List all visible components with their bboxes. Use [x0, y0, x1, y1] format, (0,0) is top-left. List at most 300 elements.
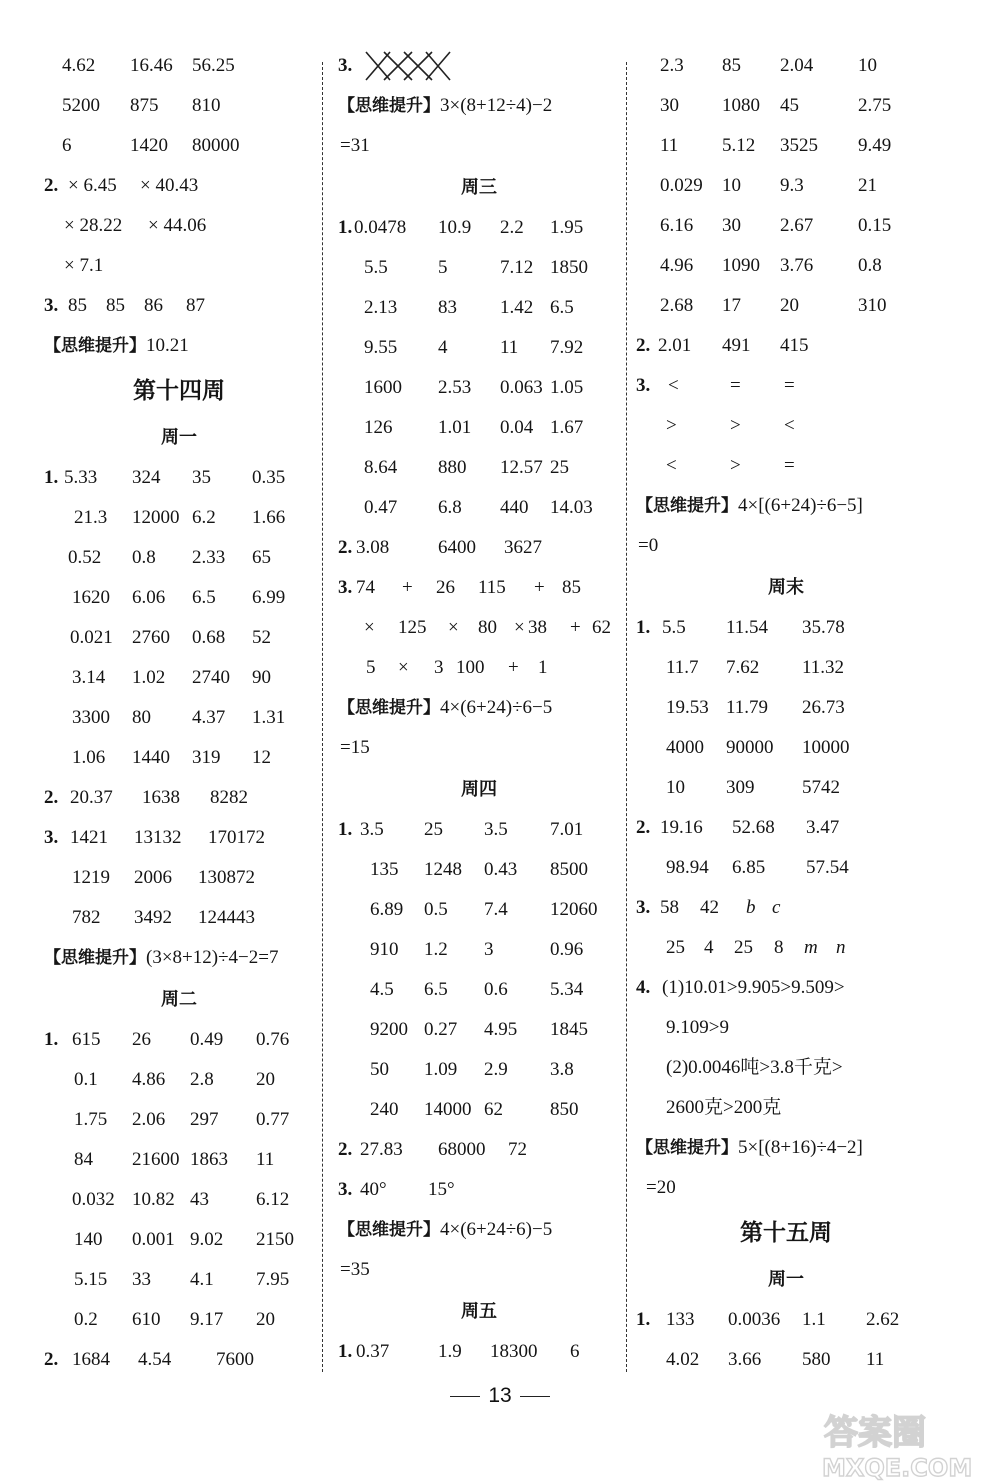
answer-line [338, 488, 620, 528]
page-footer [0, 1384, 1000, 1408]
answer-value: 8282 [210, 787, 248, 808]
answer-value: 1.31 [252, 707, 286, 728]
answer-line [338, 970, 620, 1010]
answer-value: 45 [780, 95, 799, 116]
answer-value: 910 [370, 939, 399, 960]
thinking-boost-label: 【思维提升】 [636, 496, 738, 516]
answer-value: 6 [62, 135, 72, 156]
answer-value: 85 [106, 295, 125, 316]
answer-value: 9200 [370, 1019, 408, 1040]
answer-value: 3 [484, 939, 494, 960]
answer-line [636, 206, 936, 246]
answer-value: 10 [858, 55, 877, 76]
answer-value: =0 [638, 535, 659, 556]
answer-value: 6.85 [732, 857, 766, 878]
answer-value: 2.06 [132, 1109, 166, 1130]
answer-value: 9.02 [190, 1229, 224, 1250]
answer-line [636, 768, 936, 808]
answer-value: 135 [370, 859, 399, 880]
answer-value: 19.53 [666, 697, 709, 718]
answer-line [636, 246, 936, 286]
answer-value: (2)0.0046吨>3.8千克> [666, 1057, 843, 1078]
answer-column-left [44, 46, 314, 1380]
answer-value: 15° [428, 1179, 455, 1200]
answer-value: 309 [726, 777, 755, 798]
question-number: 2. [636, 335, 651, 356]
thinking-boost-answer: 5×[(8+16)÷4−2] [738, 1137, 863, 1158]
answer-value: 2.04 [780, 55, 814, 76]
question-number: 1. [44, 1029, 59, 1050]
answer-value: 7.12 [500, 257, 534, 278]
answer-value: < [668, 375, 679, 396]
answer-line [338, 728, 620, 768]
answer-line [338, 368, 620, 408]
answer-value: 5742 [802, 777, 840, 798]
answer-value: 324 [132, 467, 161, 488]
answer-value: 3.14 [72, 667, 106, 688]
answer-value: 2740 [192, 667, 230, 688]
answer-value: 62 [592, 617, 611, 638]
answer-value: 25 [424, 819, 443, 840]
answer-line [338, 288, 620, 328]
answer-line [338, 408, 620, 448]
answer-line [338, 248, 620, 288]
answer-value: 3 [434, 657, 444, 678]
question-number: 2. [44, 175, 59, 196]
answer-value: 1.06 [72, 747, 106, 768]
answer-value: 10.82 [132, 1189, 175, 1210]
answer-value: 30 [660, 95, 679, 116]
answer-line [44, 1340, 314, 1380]
answer-value: 4.86 [132, 1069, 166, 1090]
answer-value: =35 [340, 1259, 370, 1280]
answer-value: 13132 [134, 827, 182, 848]
thinking-boost-label: 【思维提升】 [44, 948, 146, 968]
question-number: 1. [44, 467, 59, 488]
question-number: 2. [636, 817, 651, 838]
answer-value: 11.54 [726, 617, 769, 638]
answer-value: 20 [256, 1069, 275, 1090]
answer-line [338, 1332, 620, 1372]
answer-value: + [402, 577, 413, 598]
watermark-bottom-text: MXQE.COM [822, 1454, 973, 1482]
answer-line [636, 1300, 936, 1340]
answer-value: 880 [438, 457, 467, 478]
answer-line [338, 448, 620, 488]
answer-line [44, 778, 314, 818]
answer-value: 6.06 [132, 587, 166, 608]
answer-line [338, 1250, 620, 1290]
answer-value: 3.08 [356, 537, 390, 558]
answer-value: 610 [132, 1309, 161, 1330]
answer-value: 21.3 [74, 507, 108, 528]
answer-value: 115 [478, 577, 506, 598]
answer-value: 440 [500, 497, 529, 518]
answer-line [44, 1220, 314, 1260]
answer-value: 133 [666, 1309, 695, 1330]
answer-value: n [836, 937, 846, 958]
answer-line [636, 1048, 936, 1088]
answer-line [636, 928, 936, 968]
answer-line [338, 1130, 620, 1170]
answer-value: 16.46 [130, 55, 173, 76]
answer-value: 6.12 [256, 1189, 290, 1210]
answer-value: 7.4 [484, 899, 508, 920]
answer-value: 2150 [256, 1229, 294, 1250]
answer-line [338, 328, 620, 368]
answer-column-right [636, 46, 936, 1380]
answer-value: 170172 [208, 827, 265, 848]
question-number: 3. [338, 577, 353, 598]
answer-value: 4.54 [138, 1349, 172, 1370]
answer-value: 140 [74, 1229, 103, 1250]
answer-value: 1 [538, 657, 548, 678]
answer-line [636, 688, 936, 728]
answer-value: 1080 [722, 95, 760, 116]
answer-value: 2.3 [660, 55, 684, 76]
day-heading: 周四 [461, 779, 497, 799]
answer-value: 2.75 [858, 95, 892, 116]
answer-value: 1845 [550, 1019, 588, 1040]
day-heading: 周末 [768, 577, 804, 597]
answer-value: 7.01 [550, 819, 584, 840]
answer-value: 2.01 [658, 335, 692, 356]
answer-line [338, 568, 620, 608]
answer-value: 3.5 [360, 819, 384, 840]
answer-value: 12.57 [500, 457, 543, 478]
answer-value: 7.92 [550, 337, 584, 358]
thinking-boost-label: 【思维提升】 [338, 96, 440, 116]
answer-line [44, 538, 314, 578]
answer-value: 80 [478, 617, 497, 638]
answer-value: 5.5 [364, 257, 388, 278]
answer-value: 0.77 [256, 1109, 290, 1130]
answer-value: 0.43 [484, 859, 518, 880]
answer-value: 125 [398, 617, 427, 638]
question-number: 1. [636, 617, 651, 638]
answer-value: 0.063 [500, 377, 543, 398]
answer-value: 297 [190, 1109, 219, 1130]
answer-value: 38 [528, 617, 547, 638]
question-number: 2. [44, 1349, 59, 1370]
answer-value: 80000 [192, 135, 240, 156]
answer-value: 26 [132, 1029, 151, 1050]
answer-value: 4 [704, 937, 714, 958]
answer-value: 12060 [550, 899, 598, 920]
answer-line [636, 286, 936, 326]
question-number: 1. [636, 1309, 651, 1330]
answer-value: 1.02 [132, 667, 166, 688]
answer-value: < [666, 455, 677, 476]
answer-line [44, 46, 314, 86]
answer-line [636, 366, 936, 406]
answer-value: + [534, 577, 545, 598]
thinking-boost-answer: (3×8+12)÷4−2=7 [146, 947, 279, 968]
answer-value: 2.53 [438, 377, 472, 398]
answer-line [636, 526, 936, 566]
question-number: 4. [636, 977, 651, 998]
answer-value: 7.95 [256, 1269, 290, 1290]
answer-line [338, 890, 620, 930]
answer-value: 10.9 [438, 217, 472, 238]
answer-value: 615 [72, 1029, 101, 1050]
answer-value: 40° [360, 1179, 387, 1200]
answer-value: 56.25 [192, 55, 235, 76]
answer-value: =20 [646, 1177, 676, 1198]
answer-value: 19.16 [660, 817, 703, 838]
watermark-top-text: 答案圈 [824, 1413, 926, 1453]
answer-value: 20 [256, 1309, 275, 1330]
answer-value: 27.83 [360, 1139, 403, 1160]
answer-value: 1.67 [550, 417, 584, 438]
answer-value: 1.9 [438, 1341, 462, 1362]
answer-value: 0.49 [190, 1029, 224, 1050]
answer-line [636, 166, 936, 206]
answer-value: 11 [500, 337, 519, 358]
answer-value: 0.021 [70, 627, 113, 648]
day-heading: 周一 [768, 1269, 804, 1289]
answer-value: 0.8 [132, 547, 156, 568]
answer-value: 43 [190, 1189, 209, 1210]
answer-value: 1.09 [424, 1059, 458, 1080]
answer-value: 124443 [198, 907, 255, 928]
answer-value: 14.03 [550, 497, 593, 518]
answer-value: 90000 [726, 737, 774, 758]
answer-line [636, 808, 936, 848]
answer-value: 4000 [666, 737, 704, 758]
answer-value: 9.3 [780, 175, 804, 196]
answer-value: 98.94 [666, 857, 709, 878]
question-number: 1. [338, 217, 353, 238]
answer-value: 68000 [438, 1139, 486, 1160]
answer-value: × [448, 617, 459, 638]
answer-value: = [730, 375, 741, 396]
answer-value: 6.5 [424, 979, 448, 1000]
answer-value: 0.5 [424, 899, 448, 920]
answer-line [44, 1020, 314, 1060]
answer-line [636, 728, 936, 768]
answer-value: 83 [438, 297, 457, 318]
answer-value: 7600 [216, 1349, 254, 1370]
footer-dash-left [450, 1396, 480, 1397]
answer-value: 90 [252, 667, 271, 688]
answer-value: 21600 [132, 1149, 180, 1170]
answer-line [44, 898, 314, 938]
thinking-boost-line [338, 688, 620, 728]
answer-value: 2.33 [192, 547, 226, 568]
answer-value: 0.76 [256, 1029, 290, 1050]
thinking-boost-line [636, 486, 936, 526]
answer-line [44, 206, 314, 246]
answer-value: 5.12 [722, 135, 756, 156]
answer-value: 5.33 [64, 467, 98, 488]
question-number: 1. [338, 819, 353, 840]
answer-value: + [570, 617, 581, 638]
answer-line [44, 286, 314, 326]
answer-line [44, 698, 314, 738]
answer-value: 8 [774, 937, 784, 958]
thinking-boost-line [44, 938, 314, 978]
answer-value: < [784, 415, 795, 436]
thinking-boost-label: 【思维提升】 [44, 336, 146, 356]
answer-value: 85 [722, 55, 741, 76]
answer-value: 4.95 [484, 1019, 518, 1040]
answer-value: 10000 [802, 737, 850, 758]
answer-value: × 44.06 [148, 215, 207, 236]
answer-value: 5.5 [662, 617, 686, 638]
answer-value: 3.76 [780, 255, 814, 276]
answer-value: 1090 [722, 255, 760, 276]
answer-value: 1850 [550, 257, 588, 278]
answer-line [44, 618, 314, 658]
answer-value: 0.27 [424, 1019, 458, 1040]
answer-line [44, 498, 314, 538]
day-heading: 周五 [461, 1301, 497, 1321]
column-separator [626, 62, 627, 1372]
thinking-boost-answer: 4×[(6+24)÷6−5] [738, 495, 863, 516]
day-heading: 周三 [461, 177, 497, 197]
answer-value: m [804, 937, 818, 958]
answer-value: 3.8 [550, 1059, 574, 1080]
answer-line [636, 46, 936, 86]
answer-value: 0.0036 [728, 1309, 781, 1330]
answer-line [636, 608, 936, 648]
answer-value: c [772, 897, 781, 918]
answer-value: 6.8 [438, 497, 462, 518]
question-number: 3. [338, 55, 353, 76]
answer-value: (1)10.01>9.905>9.509> [662, 977, 845, 998]
answer-value: 810 [192, 95, 221, 116]
answer-value: 42 [700, 897, 719, 918]
answer-value: 100 [456, 657, 485, 678]
answer-value: 11 [866, 1349, 885, 1370]
answer-value: × 28.22 [64, 215, 123, 236]
answer-value: 3627 [504, 537, 542, 558]
answer-line [44, 246, 314, 286]
answer-value: 850 [550, 1099, 579, 1120]
answer-value: = [784, 455, 795, 476]
answer-line [636, 406, 936, 446]
answer-value: 491 [722, 335, 751, 356]
answer-value: 2760 [132, 627, 170, 648]
answer-value: 20.37 [70, 787, 113, 808]
answer-line [338, 208, 620, 248]
answer-value: 21 [858, 175, 877, 196]
answer-line [44, 1260, 314, 1300]
answer-value: 9.109>9 [666, 1017, 729, 1038]
answer-line [44, 1060, 314, 1100]
answer-value: 52.68 [732, 817, 775, 838]
answer-line [44, 1140, 314, 1180]
answer-value: 33 [132, 1269, 151, 1290]
footer-dash-right [520, 1396, 550, 1397]
answer-line [338, 810, 620, 850]
answer-line [338, 850, 620, 890]
answer-line [44, 1300, 314, 1340]
answer-value: 0.96 [550, 939, 584, 960]
answer-value: 6 [570, 1341, 580, 1362]
answer-value: 5.34 [550, 979, 584, 1000]
answer-value: 0.47 [364, 497, 398, 518]
answer-line [338, 528, 620, 568]
answer-line [636, 446, 936, 486]
answer-value: > [730, 455, 741, 476]
answer-value: 7.62 [726, 657, 760, 678]
answer-value: 1248 [424, 859, 462, 880]
answer-value: 1420 [130, 135, 168, 156]
answer-value: 6.2 [192, 507, 216, 528]
thinking-boost-label: 【思维提升】 [636, 1138, 738, 1158]
answer-value: > [666, 415, 677, 436]
answer-value: 875 [130, 95, 159, 116]
answer-value: 11.32 [802, 657, 845, 678]
day-heading: 周一 [161, 427, 197, 447]
answer-line [636, 126, 936, 166]
answer-value: 3525 [780, 135, 818, 156]
question-number: 2. [338, 537, 353, 558]
answer-line [636, 1088, 936, 1128]
answer-value: 50 [370, 1059, 389, 1080]
answer-value: 0.68 [192, 627, 226, 648]
answer-column-middle [338, 46, 620, 1372]
answer-value: 57.54 [806, 857, 849, 878]
thinking-boost-answer: 4×(6+24)÷6−5 [440, 697, 553, 718]
answer-value: 4.1 [190, 1269, 214, 1290]
answer-value: 3492 [134, 907, 172, 928]
answer-value: 2.9 [484, 1059, 508, 1080]
watermark-logo [818, 1408, 992, 1482]
answer-value: 11.79 [726, 697, 769, 718]
answer-value: 0.04 [500, 417, 534, 438]
answer-value: 4.02 [666, 1349, 700, 1370]
thinking-boost-answer: 10.21 [146, 335, 189, 356]
answer-value: 0.029 [660, 175, 703, 196]
answer-value: 8.64 [364, 457, 398, 478]
answer-value: 85 [68, 295, 87, 316]
answer-line [44, 818, 314, 858]
answer-value: 4.62 [62, 55, 96, 76]
answer-value: 14000 [424, 1099, 472, 1120]
answer-line [636, 1340, 936, 1380]
question-number: 3. [636, 897, 651, 918]
answer-value: × [364, 617, 375, 638]
answer-value: 26.73 [802, 697, 845, 718]
answer-value: 3.66 [728, 1349, 762, 1370]
answer-value: 4.37 [192, 707, 226, 728]
answer-line [636, 848, 936, 888]
answer-value: 4.5 [370, 979, 394, 1000]
answer-value: 12 [252, 747, 271, 768]
answer-value: = [784, 375, 795, 396]
answer-value: 1600 [364, 377, 402, 398]
answer-value: 9.55 [364, 337, 398, 358]
thinking-boost-line [338, 1210, 620, 1250]
answer-line [44, 458, 314, 498]
thinking-boost-line [44, 326, 314, 366]
answer-value: 3.47 [806, 817, 840, 838]
answer-line [636, 86, 936, 126]
answer-line [338, 608, 620, 648]
page-number: 13 [488, 1384, 512, 1407]
answer-value: 25 [734, 937, 753, 958]
answer-value: × [398, 657, 409, 678]
answer-value: 2.8 [190, 1069, 214, 1090]
answer-value: 52 [252, 627, 271, 648]
answer-line [636, 968, 936, 1008]
answer-value: 26 [436, 577, 455, 598]
answer-value: 35 [192, 467, 211, 488]
answer-line [44, 578, 314, 618]
